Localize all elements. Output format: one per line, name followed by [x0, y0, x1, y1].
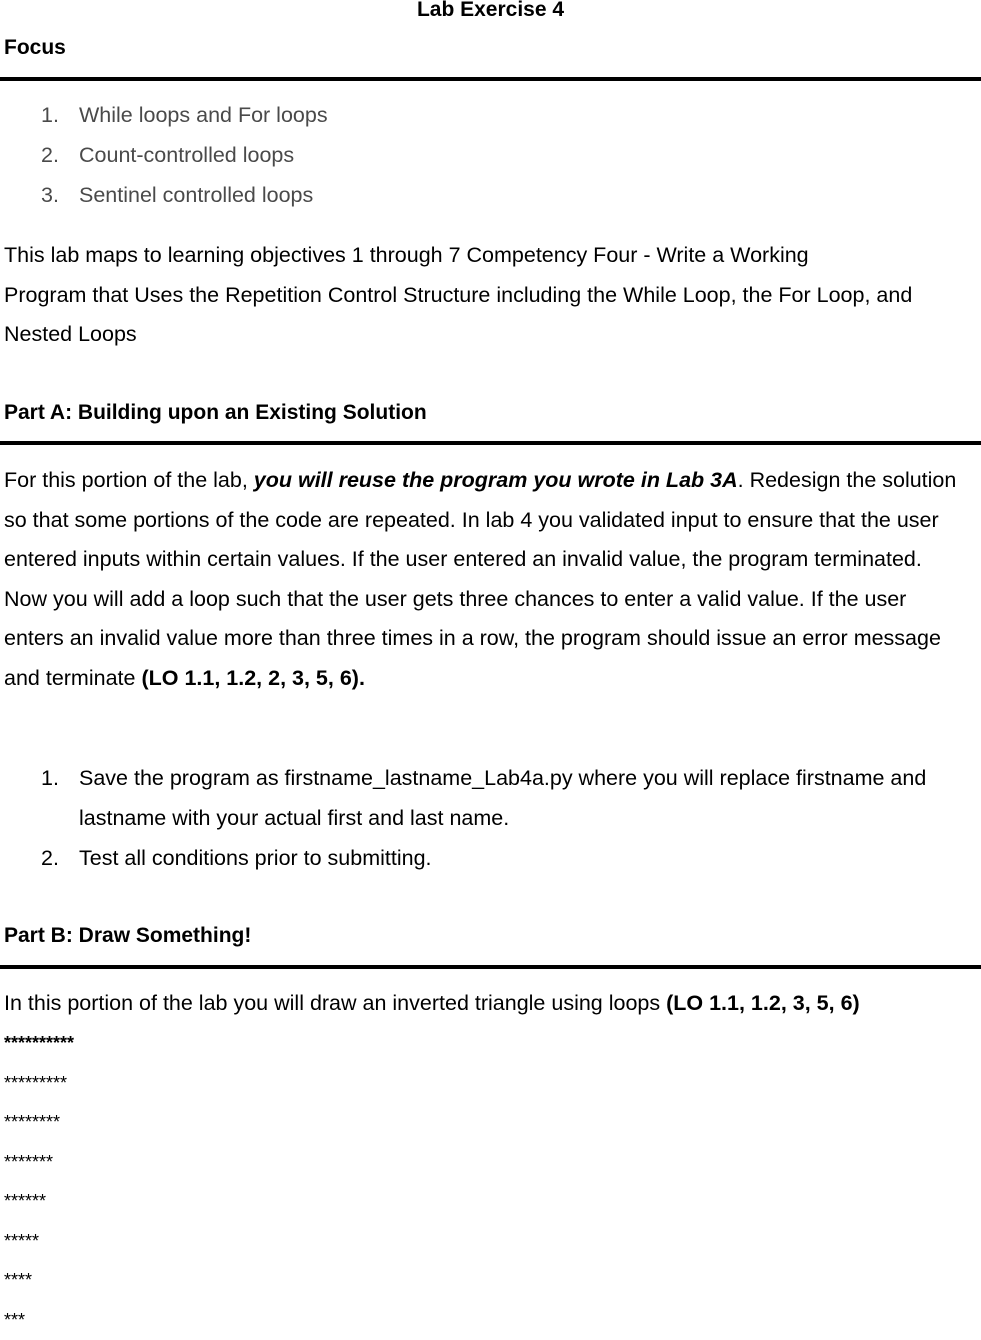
list-text: Save the program as firstname_lastname_Lab4a.py where you will replace firstname and lastname with your actual first and last name. [79, 766, 926, 830]
list-number: 1. [41, 758, 59, 798]
list-text: Count-controlled loops [79, 143, 294, 167]
part-a-heading: Part A: Building upon an Existing Solution [4, 400, 427, 426]
triangle-row: **** [4, 1261, 74, 1301]
part-a-emphasis: you will reuse the program you wrote in Lab 3A [254, 468, 738, 492]
triangle-row: ********** [4, 1024, 74, 1064]
triangle-row: ******** [4, 1103, 74, 1143]
triangle-row: *** [4, 1301, 74, 1340]
list-text: While loops and For loops [79, 103, 328, 127]
part-a-lead: For this portion of the lab, [4, 468, 254, 492]
list-item [41, 175, 328, 215]
intro-line: Nested Loops [4, 315, 976, 355]
part-a-body: . Redesign the solution so that some portions of the code are repeated. In lab 4 you validated input to ensure that the user entered inputs within certain values. If the user entered an invalid value, the program terminated. Now you will add a loop such that the user gets three chances to enter a valid value. If the user enters an invalid value more than three times in a row, the program should issue an error message and terminate [4, 468, 956, 690]
part-a-paragraph [4, 461, 964, 698]
inverted-triangle [4, 1024, 74, 1340]
focus-heading: Focus [4, 35, 66, 61]
part-b-body: In this portion of the lab you will draw an inverted triangle using loops [4, 991, 666, 1015]
part-b-divider [0, 965, 981, 969]
part-b-heading: Part B: Draw Something! [4, 923, 251, 949]
page-title: Lab Exercise 4 [0, 0, 981, 22]
triangle-row: ******* [4, 1143, 74, 1183]
list-text: Sentinel controlled loops [79, 183, 313, 207]
list-text: Test all conditions prior to submitting. [79, 846, 432, 870]
triangle-row: ****** [4, 1182, 74, 1222]
list-item [41, 838, 941, 878]
focus-list [41, 95, 328, 215]
part-a-divider [0, 441, 981, 445]
intro-line: This lab maps to learning objectives 1 through 7 Competency Four - Write a Working [4, 236, 976, 276]
list-number: 1. [41, 95, 59, 135]
part-a-learning-objectives: (LO 1.1, 1.2, 2, 3, 5, 6). [141, 666, 364, 690]
part-b-paragraph [4, 984, 976, 1024]
list-number: 3. [41, 175, 59, 215]
list-number: 2. [41, 135, 59, 175]
intro-line: Program that Uses the Repetition Control Structure including the While Loop, the For Loop, and [4, 276, 976, 316]
list-item [41, 758, 941, 838]
part-b-learning-objectives: (LO 1.1, 1.2, 3, 5, 6) [666, 991, 860, 1015]
list-number: 2. [41, 838, 59, 878]
triangle-row: ********* [4, 1064, 74, 1104]
intro-paragraph [4, 236, 976, 355]
triangle-row: ***** [4, 1222, 74, 1262]
focus-divider [0, 77, 981, 81]
list-item [41, 135, 328, 175]
list-item [41, 95, 328, 135]
part-a-steps [41, 758, 941, 878]
